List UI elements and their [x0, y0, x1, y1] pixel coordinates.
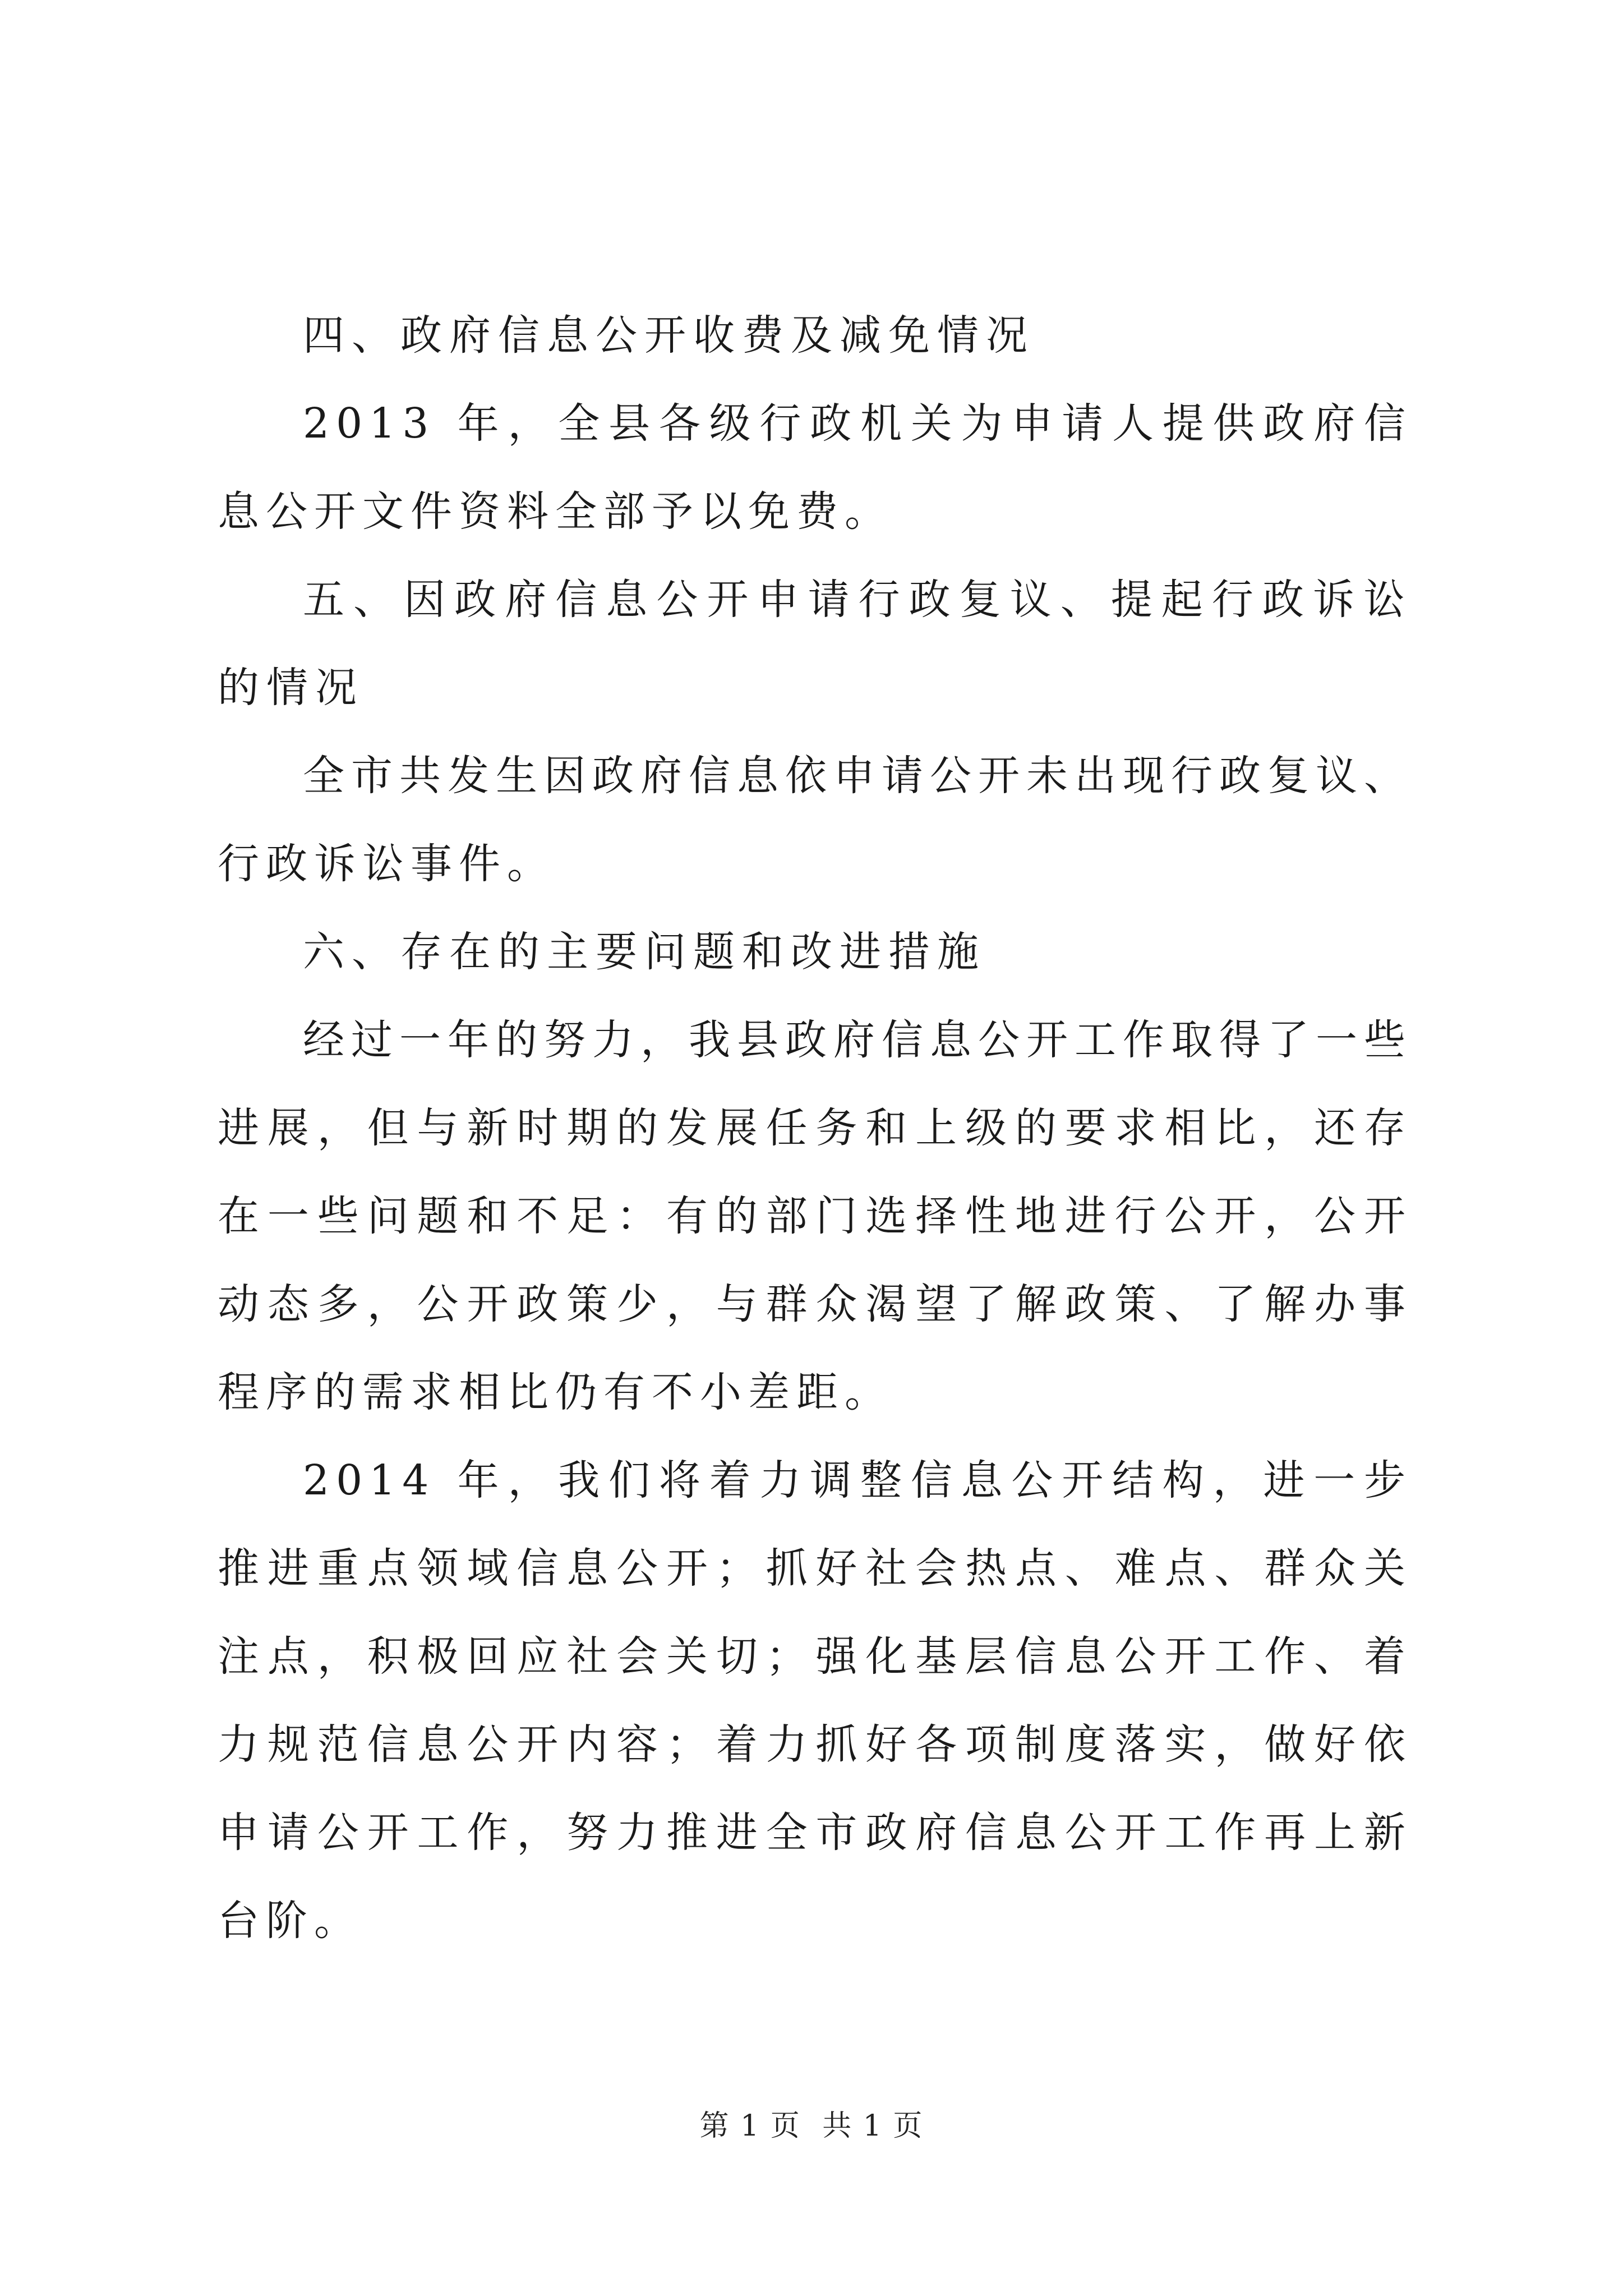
paragraph-problems: 经过一年的努力，我县政府信息公开工作取得了一些进展，但与新时期的发展任务和上级的要求相比，还存在一些问题和不足：有的部门选择性地进行公开，公开动态多，公开政策少，与群众渴望了解政策、了解办事程序的需求相比仍有不小差距。 [218, 1016, 1412, 1416]
paragraph-fee: 2013 年，全县各级行政机关为申请人提供政府信息公开文件资料全部予以免费。 [218, 399, 1412, 536]
page-number-current: 第 1 页 [699, 2109, 801, 2143]
section-heading-review: 五、因政府信息公开申请行政复议、提起行政诉讼的情况 [218, 576, 1412, 712]
section-heading-problems: 六、存在的主要问题和改进措施 [303, 928, 986, 976]
document-body [218, 292, 1412, 1965]
paragraph-review: 全市共发生因政府信息依申请公开未出现行政复议、行政诉讼事件。 [218, 752, 1412, 888]
section-heading-fee: 四、政府信息公开收费及减免情况 [303, 311, 1035, 360]
paragraph-plan: 2014 年，我们将着力调整信息公开结构，进一步推进重点领域信息公开；抓好社会热点、难点、群众关注点，积极回应社会关切；强化基层信息公开工作、着力规范信息公开内容；着力抓好各项制度落实，做好依申请公开工作，努力推进全市政府信息公开工作再上新台阶。 [218, 1456, 1412, 1945]
page-footer [0, 2108, 1623, 2144]
page-number-total: 共 1 页 [822, 2109, 924, 2143]
